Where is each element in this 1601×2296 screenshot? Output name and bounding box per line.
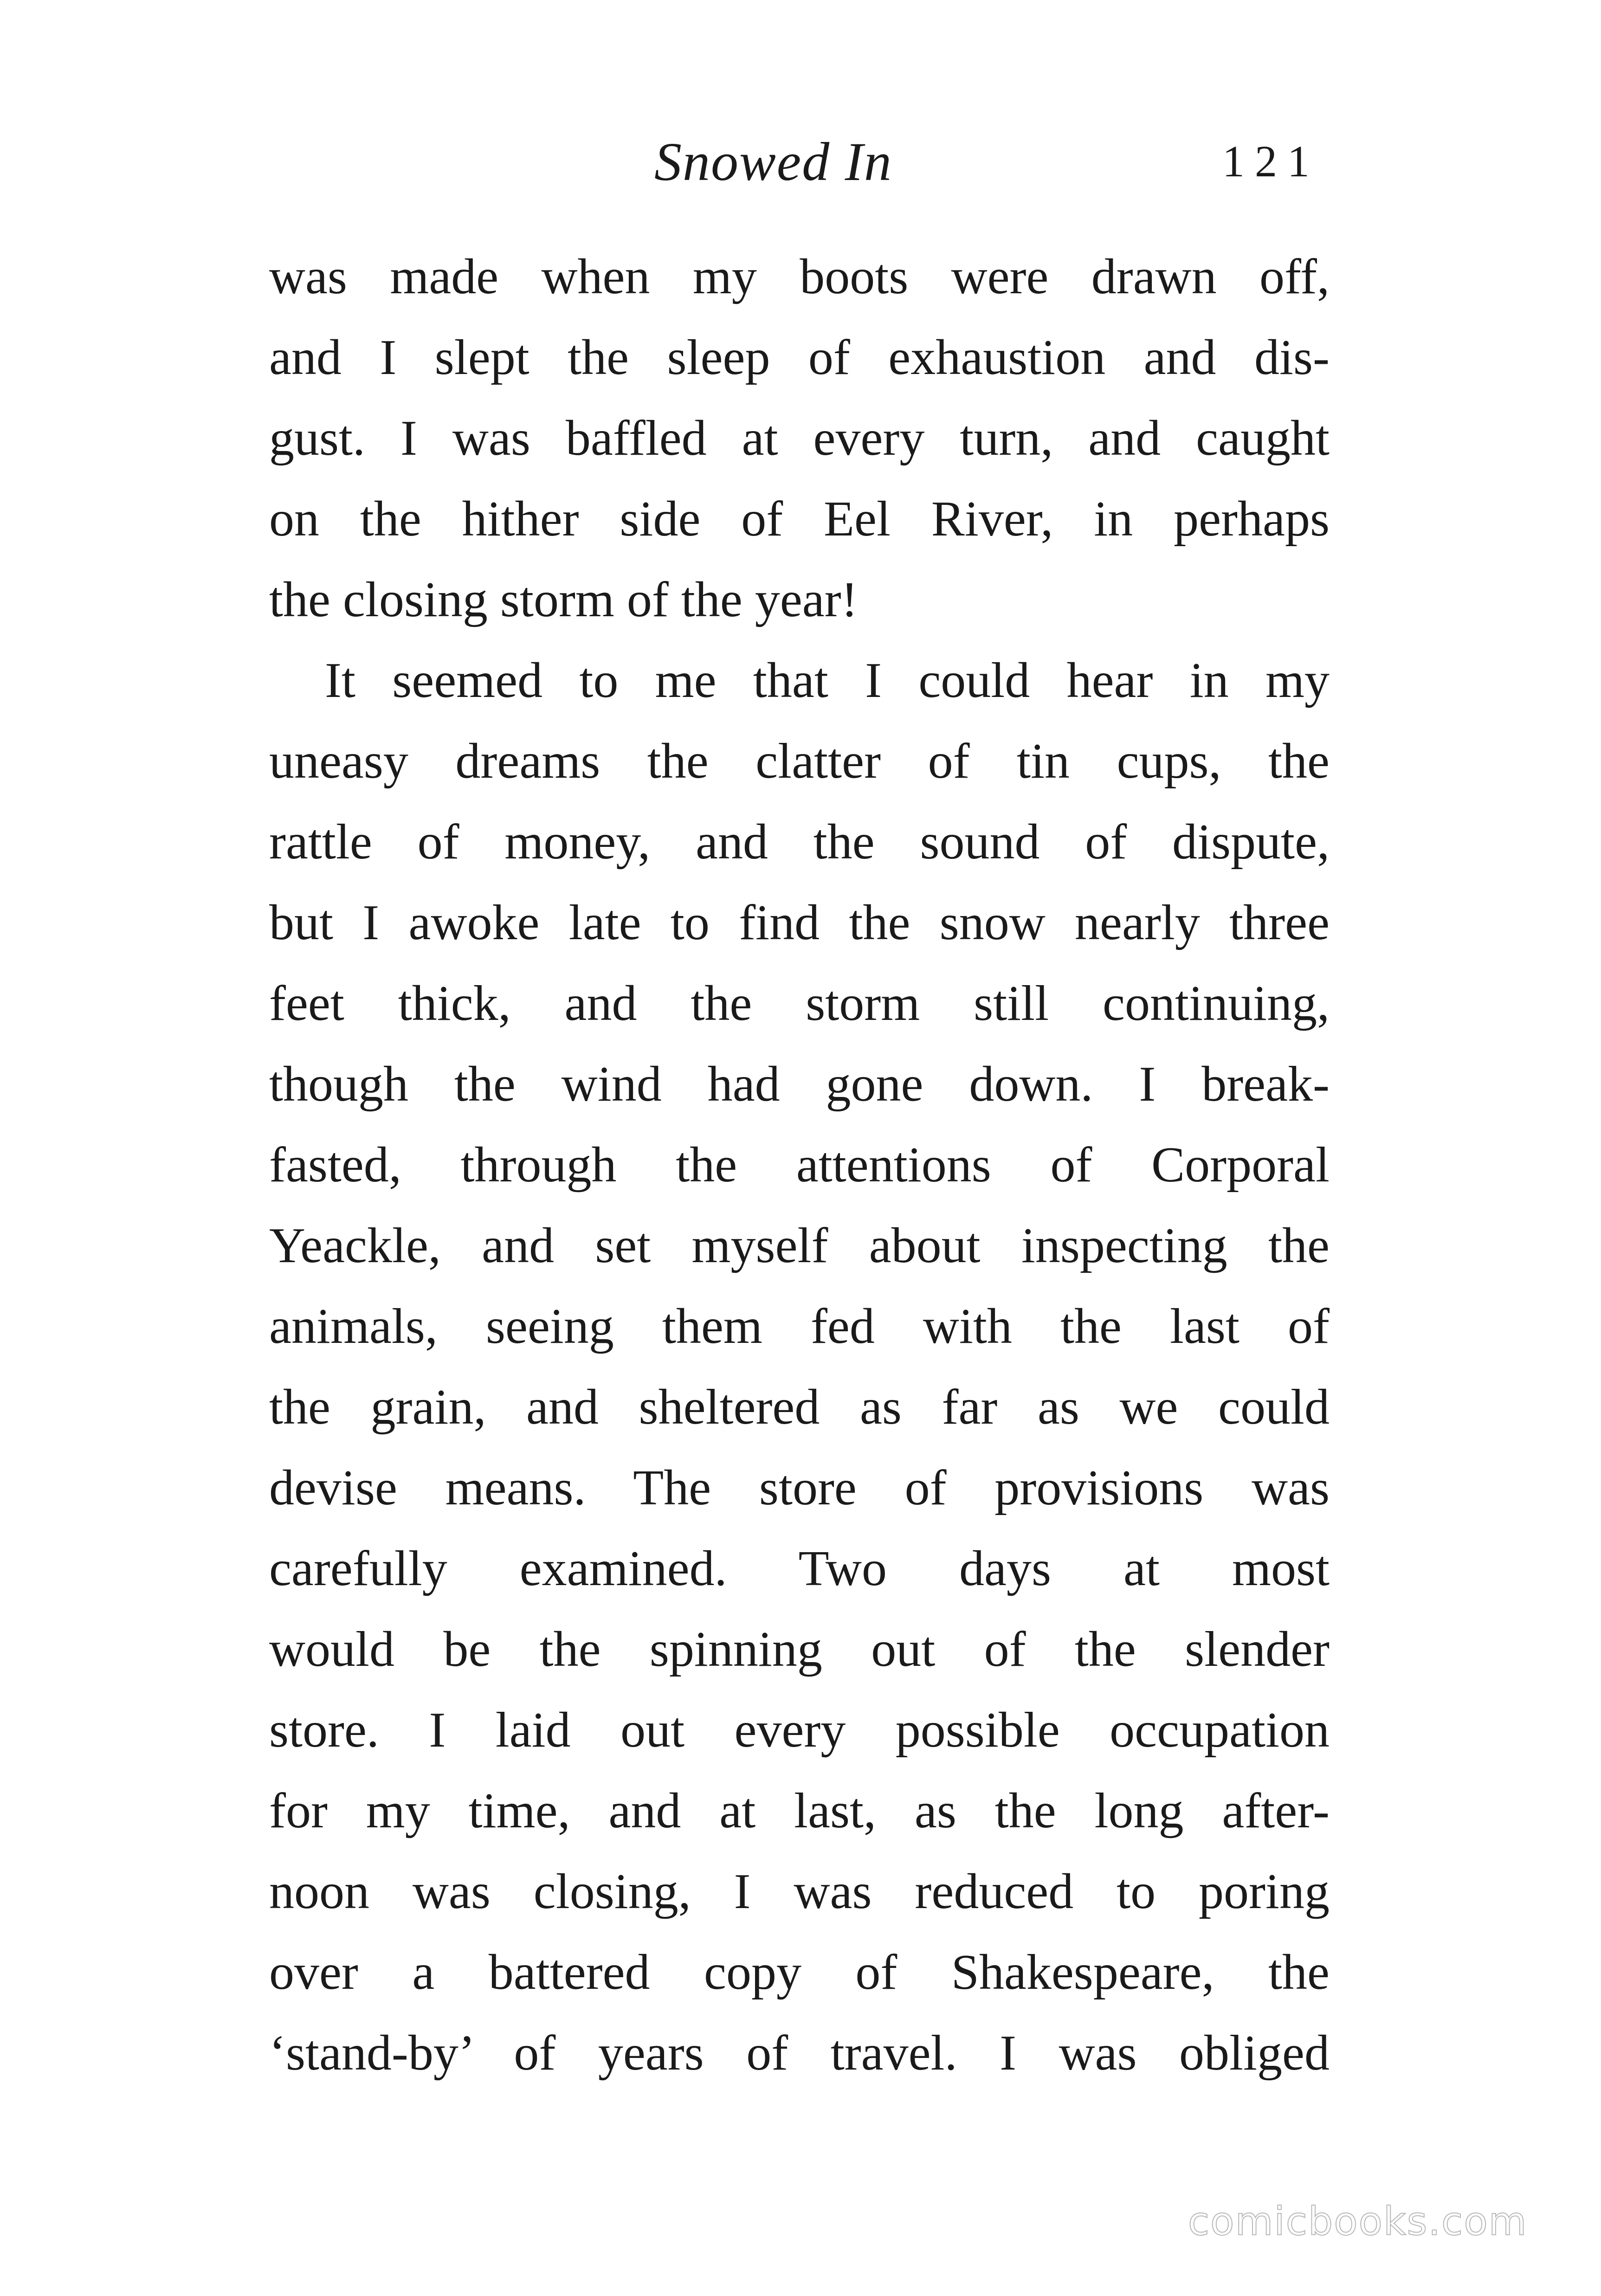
text-line: rattle of money, and the sound of dispute, xyxy=(269,814,1330,870)
body-text xyxy=(269,237,1330,2094)
text-line: animals, seeing them fed with the last of xyxy=(269,1299,1330,1354)
running-title: Snowed In xyxy=(654,131,892,192)
text-line: over a battered copy of Shakespeare, the xyxy=(269,1945,1330,2000)
text-line: but I awoke late to find the snow nearly three xyxy=(269,895,1330,950)
text-line: for my time, and at last, as the long after- xyxy=(269,1783,1330,1838)
running-head xyxy=(0,0,1601,195)
text-line: uneasy dreams the clatter of tin cups, the xyxy=(269,734,1330,789)
text-line: gust. I was baffled at every turn, and caught xyxy=(269,411,1330,466)
page-number: 121 xyxy=(1222,136,1320,186)
text-line: fasted, through the attentions of Corporal xyxy=(269,1137,1330,1193)
text-line: noon was closing, I was reduced to poring xyxy=(269,1864,1330,1919)
text-line: would be the spinning out of the slender xyxy=(269,1622,1330,1677)
text-line: devise means. The store of provisions was xyxy=(269,1460,1330,1516)
text-line: was made when my boots were drawn off, xyxy=(269,249,1330,304)
text-line: though the wind had gone down. I break- xyxy=(269,1057,1330,1112)
text-line: It seemed to me that I could hear in my xyxy=(325,653,1330,708)
text-line: on the hither side of Eel River, in perhaps xyxy=(269,491,1330,547)
text-line: the closing storm of the year! xyxy=(269,572,858,627)
text-line: carefully examined. Two days at most xyxy=(269,1541,1330,1596)
text-line: store. I laid out every possible occupation xyxy=(269,1703,1330,1758)
watermark: comicbooks.com xyxy=(1188,2199,1528,2244)
text-line: the grain, and sheltered as far as we could xyxy=(269,1380,1330,1435)
text-line: feet thick, and the storm still continuing, xyxy=(269,976,1330,1031)
text-line: and I slept the sleep of exhaustion and dis- xyxy=(269,330,1330,385)
text-line: Yeackle, and set myself about inspecting the xyxy=(269,1218,1330,1273)
text-line: ‘stand-by’ of years of travel. I was obliged xyxy=(269,2025,1330,2081)
